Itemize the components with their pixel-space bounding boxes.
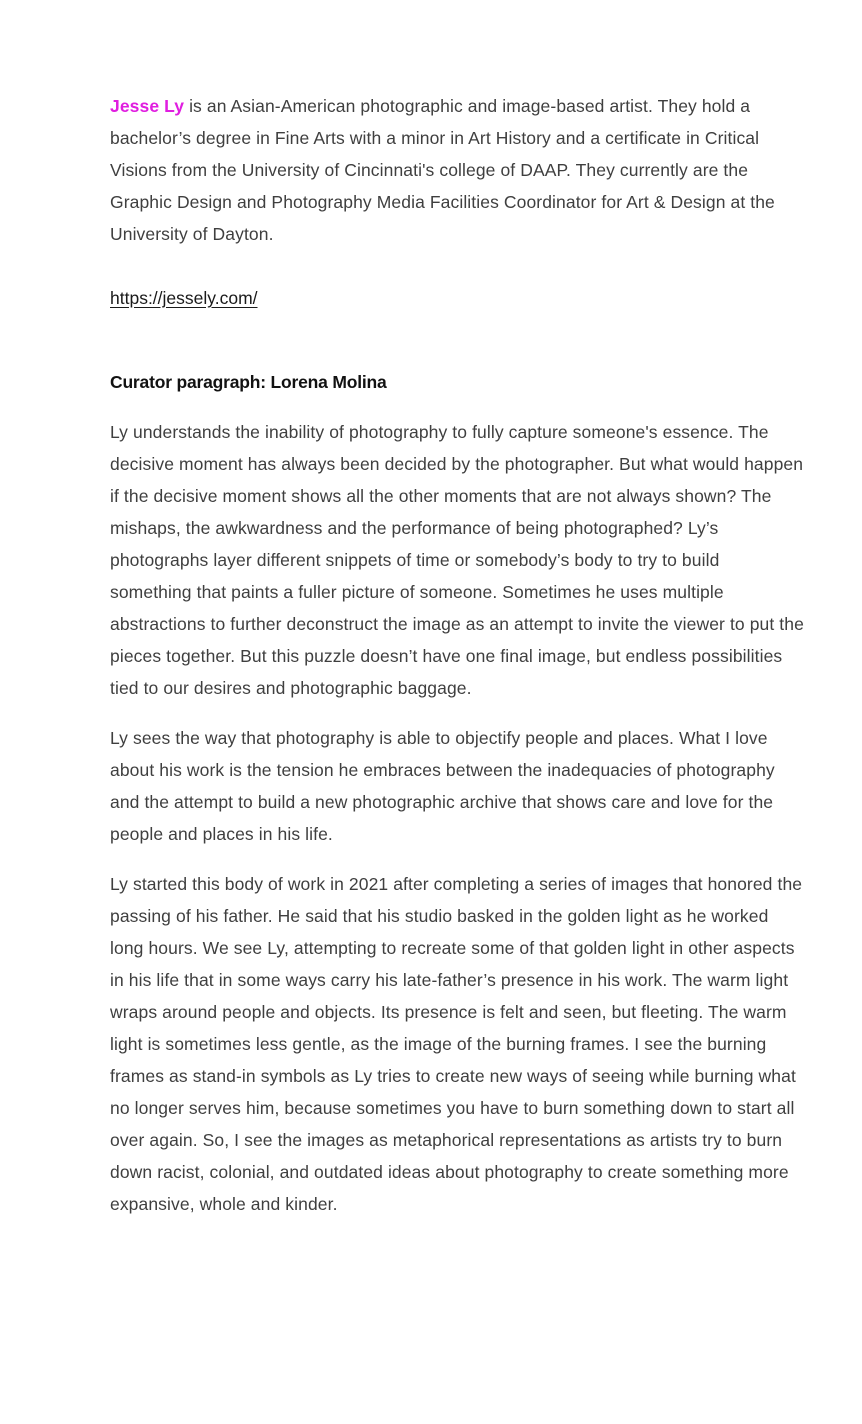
artist-name: Jesse Ly bbox=[110, 96, 185, 116]
curator-paragraph-2: Ly sees the way that photography is able to objectify people and places. What I love about his work is the tension he embraces between the inadequacies of photography and the attempt to build a new photographic archive that shows care and love for the people and places in his life. bbox=[110, 728, 775, 844]
website-link[interactable]: https://jessely.com/ bbox=[110, 288, 258, 308]
curator-paragraph-1: Ly understands the inability of photography to fully capture someone's essence. The decisive moment has always been decided by the photographer. But what would happen if the decisive moment shows all the other moments that are not always shown? The mishaps, the awkwardness and the performance of being photographed? Ly’s photographs layer different snippets of time or somebody’s body to try to build something that paints a fuller picture of someone. Sometimes he uses multiple abstractions to further deconstruct the image as an attempt to invite the viewer to put the pieces together. But this puzzle doesn’t have one final image, but endless possibilities tied to our desires and photographic baggage. bbox=[110, 422, 804, 698]
curator-heading: Curator paragraph: Lorena Molina bbox=[110, 372, 387, 392]
bio-text: is an Asian-American photographic and image-based artist. They hold a bachelor’s degree in Fine Arts with a minor in Art History and a certificate in Critical Visions from the University of Cincinnati's college of DAAP. They currently are the Graphic Design and Photography Media Facilities Coordinator for Art & Design at the University of Dayton. bbox=[110, 96, 775, 244]
bio-paragraph bbox=[110, 90, 804, 250]
curator-paragraph-3: Ly started this body of work in 2021 after completing a series of images that honored the passing of his father. He said that his studio basked in the golden light as he worked long hours. We see Ly, attempting to recreate some of that golden light in other aspects in his life that in some ways carry his late-father’s presence in his work. The warm light wraps around people and objects. Its presence is felt and seen, but fleeting. The warm light is sometimes less gentle, as the image of the burning frames. I see the burning frames as stand-in symbols as Ly tries to create new ways of seeing while burning what no longer serves him, because sometimes you have to burn something down to start all over again. So, I see the images as metaphorical representations as artists try to burn down racist, colonial, and outdated ideas about photography to create something more expansive, whole and kinder. bbox=[110, 874, 803, 1214]
